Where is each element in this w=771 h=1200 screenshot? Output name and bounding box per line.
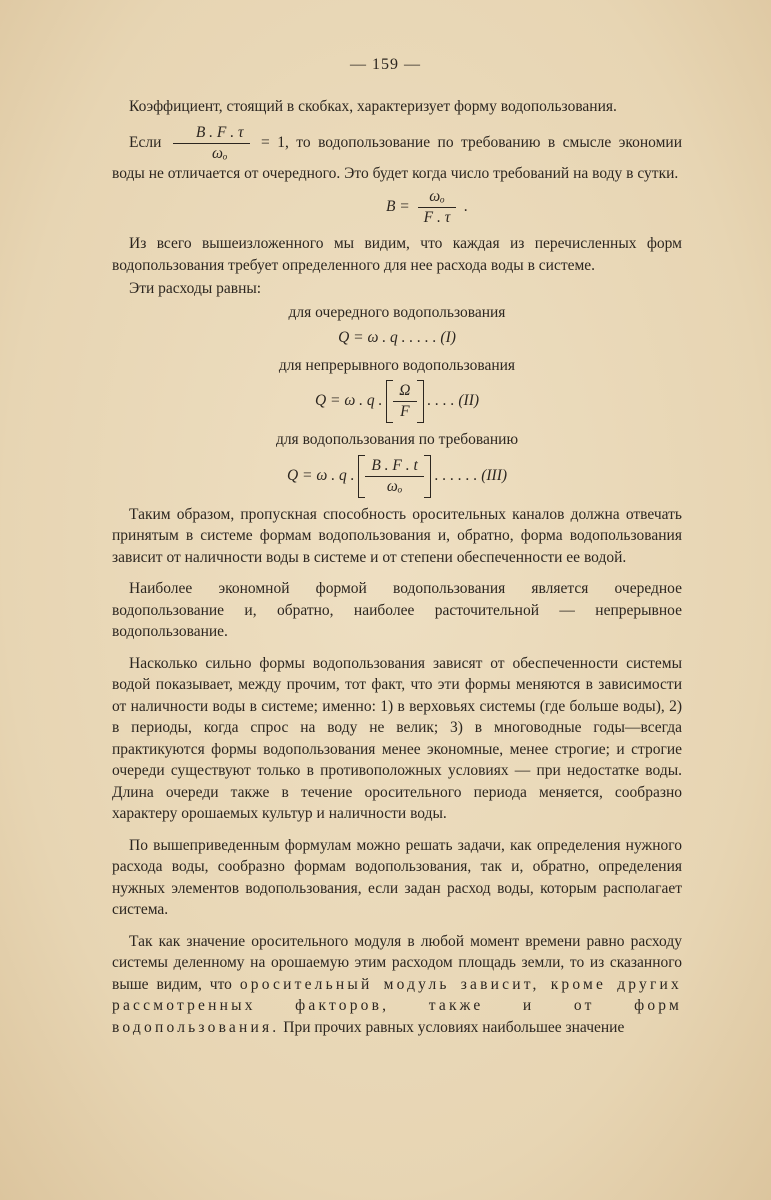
f3-right: . . . . . . (III)	[434, 466, 508, 484]
fraction-numerator: B . F . τ	[195, 123, 244, 141]
fraction-bar	[365, 476, 424, 477]
f2-denominator: F	[400, 403, 410, 420]
fraction-bft-omega	[365, 457, 424, 496]
caption-1: для очередного водопользования	[288, 303, 506, 321]
paragraph-4: Эти расходы равны:	[129, 280, 262, 297]
paragraph-7: Насколько сильно формы водопользования зависят от обеспеченности системы водой показывает, между прочим, тот факт, что эти формы меняются в зависимости от наличности воды в системе; именно: 1) в верховьях системы (где больше воды), 2) в периоды, когда спрос на воду не велик; 3) в многоводные годы—всегда практикуются формы водопользования менее экономные, менее строгие; и строгие очереди существуют только в противоположных условиях — при недостатке воды. Длина очереди также в течение оросительного периода меняется, сообразно характеру орошаемых культур и наличности воды.	[112, 654, 682, 822]
paragraph-6: Наиболее экономной формой водопользования является очередное водопользование и, обратно, наиболее расточительной — непрерывное водопользование.	[112, 580, 682, 640]
f3-left: Q = ω . q .	[286, 466, 355, 484]
equation-B	[172, 188, 682, 227]
p9-intro: Так как значение оросительного модуля в любой момент времени равно расходу системы деленному на орошаемую этим расходом площадь земли, то из сказанного выше видим, что	[112, 932, 682, 993]
paragraph-5: Таким образом, пропускная способность оросительных каналов должна отвечать принятым в системе формам водопользования и, обратно, форма водопользования зависит от наличности воды в системе и от степени обеспеченности ее водой.	[112, 505, 682, 566]
body-text	[112, 96, 682, 1038]
paragraph-9	[112, 931, 682, 1039]
fraction-bar	[173, 143, 250, 144]
p9-end: При прочих равных условиях наибольшее значение	[283, 1018, 625, 1036]
eq-b-numerator: ωₒ	[429, 188, 445, 205]
formula-1: Q = ω . q . . . . . (I)	[338, 329, 456, 346]
caption-2: для непрерывного водопользования	[278, 356, 516, 374]
fraction-bar	[393, 401, 416, 402]
fraction-denominator: ωₒ	[212, 144, 228, 162]
fraction-bftau	[173, 124, 250, 163]
f2-right: . . . . (II)	[427, 392, 480, 410]
p9-spaced-emphasis: оросительный модуль зависит, кроме других рассмотренных факторов, также и от форм водопользования.	[112, 975, 682, 1036]
bracket-bft-omega	[358, 455, 431, 498]
formula-3	[112, 455, 682, 498]
f2-numerator: Ω	[399, 382, 411, 399]
f3-numerator: B . F . t	[371, 456, 418, 474]
eq-b-denominator: F . τ	[423, 209, 451, 226]
paragraph-3: Из всего вышеизложенного мы видим, что каждая из перечисленных форм водопользования требует определенного для нее расхода воды в системе.	[112, 235, 682, 274]
p2-pre: Если	[129, 133, 162, 151]
eq-b-end: .	[464, 198, 469, 216]
f2-left: Q = ω . q .	[314, 392, 383, 410]
paragraph-2	[112, 124, 682, 185]
eq-b-left: B =	[385, 198, 410, 216]
caption-3: для водопользования по требованию	[275, 431, 519, 448]
fraction-bar	[418, 207, 457, 208]
fraction-omega-ftau	[418, 188, 457, 227]
fraction-omega-f	[393, 382, 416, 421]
f3-denominator: ωₒ	[386, 477, 403, 495]
formula-2	[112, 380, 682, 423]
bracket-omega-f	[386, 380, 423, 423]
paragraph-8: По вышеприведенным формулам можно решать задачи, как определения нужного расхода воды, сообразно формам водопользования, так и, обратно, определения нужных элементов водопользования, если задан расход воды, которым располагает система.	[112, 836, 682, 918]
p2-post: = 1, то водопользование по требованию в смысле экономии воды не отличается от очередного. Это будет когда число требований на воду в сутки.	[112, 133, 683, 182]
paragraph-1: Коэффициент, стоящий в скобках, характеризует форму водопользования.	[129, 98, 617, 115]
page-number: — 159 —	[350, 56, 421, 73]
